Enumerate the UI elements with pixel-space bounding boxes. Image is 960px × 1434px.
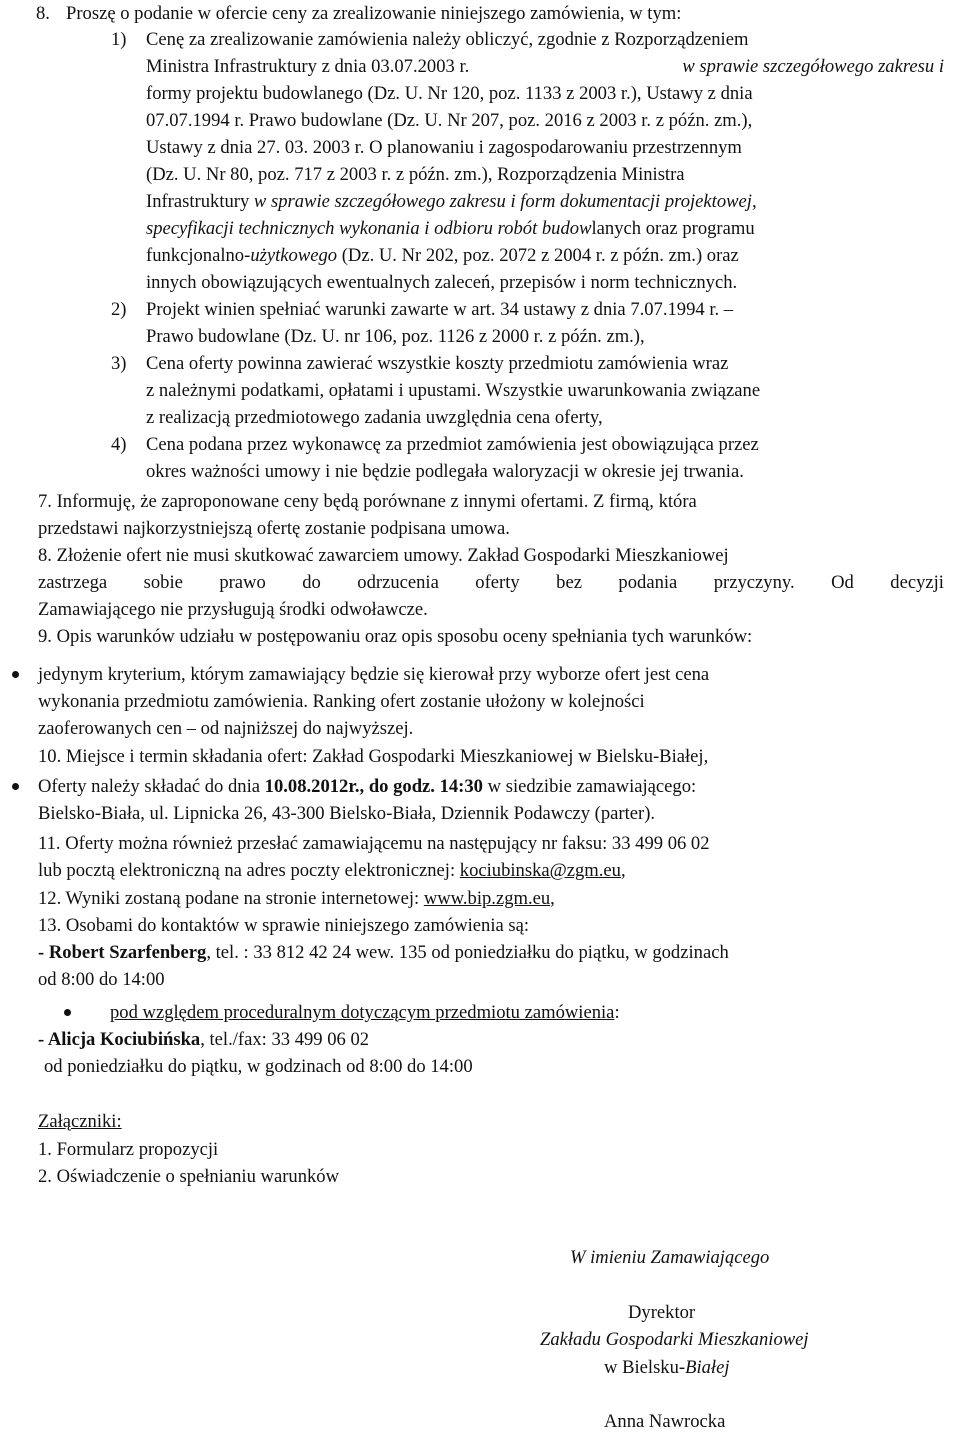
section-10-bullet-line: Oferty należy składać do dnia 10.08.2012r., do godz. 14:30 w siedzibie zamawiającego: (38, 776, 697, 797)
procedural-heading: pod względem proceduralnym dotyczącym przedmiotu zamówienia: (110, 1002, 620, 1023)
section-13-heading: 13. Osobami do kontaktów w sprawie niniejszego zamówienia są: (38, 915, 530, 936)
section-10-heading: 10. Miejsce i termin składania ofert: Zakład Gospodarki Mieszkaniowej w Bielsku-Białej, (38, 746, 709, 767)
attachment-item: 2. Oświadczenie o spełnianiu warunków (38, 1166, 340, 1187)
website-link[interactable]: www.bip.zgm.eu (423, 888, 551, 909)
signature-org: Zakładu Gospodarki Mieszkaniowej (540, 1329, 809, 1350)
section-11-line: lub pocztą elektroniczną na adres poczty elektronicznej: kociubinska@zgm.eu, (38, 860, 626, 881)
item-1-line: (Dz. U. Nr 80, poz. 717 z 2003 r. z późn. zm.), Rozporządzenia Ministra (146, 164, 685, 185)
contact-1-hours: od 8:00 do 14:00 (38, 969, 165, 990)
section-9-bullet-line: zaoferowanych cen – od najniższej do najwyższej. (38, 718, 414, 739)
section-8b-line: zastrzega sobie prawo do odrzucenia oferty bez podania przyczyny. Od decyzji (38, 572, 944, 593)
bullet-icon (64, 1009, 71, 1016)
contact-2-line: - Alicja Kociubińska, tel./fax: 33 499 06 02 (38, 1029, 370, 1050)
item-3-line: z realizacją przedmiotowego zadania uwzględnia cena oferty, (146, 407, 603, 428)
section-8-heading: Proszę o podanie w ofercie ceny za zrealizowanie niniejszego zamówienia, w tym: (66, 3, 682, 24)
signature-name: Anna Nawrocka (604, 1411, 726, 1432)
item-4-line: Cena podana przez wykonawcę za przedmiot zamówienia jest obowiązująca przez (146, 434, 759, 455)
contact-1-line: - Robert Szarfenberg, tel. : 33 812 42 24 wew. 135 od poniedziałku do piątku, w godzinach (38, 942, 729, 963)
item-1-line: Ministra Infrastruktury z dnia 03.07.2003 r. w sprawie szczegółowego zakresu i (146, 56, 944, 77)
item-4-line: okres ważności umowy i nie będzie podlegała waloryzacji w okresie jej trwania. (146, 461, 744, 482)
item-2-number: 2) (111, 299, 127, 320)
signature-on-behalf: W imieniu Zamawiającego (570, 1247, 770, 1268)
bullet-icon (12, 783, 19, 790)
email-link[interactable]: kociubinska@zgm.eu (459, 860, 621, 881)
section-9-heading: 9. Opis warunków udziału w postępowaniu oraz opis sposobu oceny spełniania tych warunków: (38, 626, 753, 647)
item-4-number: 4) (111, 434, 127, 455)
item-1-line: Cenę za zrealizowanie zamówienia należy obliczyć, zgodnie z Rozporządzeniem (146, 29, 749, 50)
section-8-number: 8. (36, 3, 50, 24)
section-10-bullet-line: Bielsko-Biała, ul. Lipnicka 26, 43-300 Bielsko-Biała, Dziennik Podawczy (parter). (38, 803, 656, 824)
section-8b-line: 8. Złożenie ofert nie musi skutkować zawarciem umowy. Zakład Gospodarki Mieszkaniowej (38, 545, 729, 566)
attachments-heading: Załączniki: (38, 1111, 122, 1132)
section-9-bullet-line: jedynym kryterium, którym zamawiający będzie się kierował przy wyborze ofert jest cena (38, 664, 710, 685)
item-1-line: specyfikacji technicznych wykonania i odbioru robót budowlanych oraz programu (146, 218, 755, 239)
section-11-line: 11. Oferty można również przesłać zamawiającemu na następujący nr faksu: 33 499 06 02 (38, 833, 710, 854)
signature-city: w Bielsku-Białej (604, 1357, 730, 1378)
signature-title: Dyrektor (628, 1302, 696, 1323)
item-1-line: funkcjonalno-użytkowego (Dz. U. Nr 202, poz. 2072 z 2004 r. z późn. zm.) oraz (146, 245, 739, 266)
section-8b-line: Zamawiającego nie przysługują środki odwoławcze. (38, 599, 428, 620)
item-1-number: 1) (111, 29, 127, 50)
section-9-bullet-line: wykonania przedmiotu zamówienia. Ranking ofert zostanie ułożony w kolejności (38, 691, 645, 712)
item-2-line: Prawo budowlane (Dz. U. nr 106, poz. 1126 z 2000 r. z późn. zm.), (146, 326, 645, 347)
section-12-line: 12. Wyniki zostaną podane na stronie internetowej: www.bip.zgm.eu, (38, 888, 555, 909)
item-3-number: 3) (111, 353, 127, 374)
item-2-line: Projekt winien spełniać warunki zawarte w art. 34 ustawy z dnia 7.07.1994 r. – (146, 299, 734, 320)
item-3-line: z należnymi podatkami, opłatami i upustami. Wszystkie uwarunkowania związane (146, 380, 761, 401)
item-3-line: Cena oferty powinna zawierać wszystkie koszty przedmiotu zamówienia wraz (146, 353, 729, 374)
attachment-item: 1. Formularz propozycji (38, 1139, 219, 1160)
item-1-line: 07.07.1994 r. Prawo budowlane (Dz. U. Nr 207, poz. 2016 z 2003 r. z późn. zm.), (146, 110, 753, 131)
item-1-line: formy projektu budowlanego (Dz. U. Nr 120, poz. 1133 z 2003 r.), Ustawy z dnia (146, 83, 753, 104)
bullet-icon (12, 671, 19, 678)
contact-2-hours: od poniedziałku do piątku, w godzinach od 8:00 do 14:00 (44, 1056, 473, 1077)
item-1-line: Ustawy z dnia 27. 03. 2003 r. O planowaniu i zagospodarowaniu przestrzennym (146, 137, 742, 158)
item-1-line: innych obowiązujących ewentualnych zaleceń, przepisów i norm technicznych. (146, 272, 738, 293)
section-7-line: przedstawi najkorzystniejszą ofertę zostanie podpisana umowa. (38, 518, 510, 539)
item-1-line: Infrastruktury w sprawie szczegółowego zakresu i form dokumentacji projektowej, (146, 191, 757, 212)
section-7-line: 7. Informuję, że zaproponowane ceny będą porównane z innymi ofertami. Z firmą, która (38, 491, 697, 512)
